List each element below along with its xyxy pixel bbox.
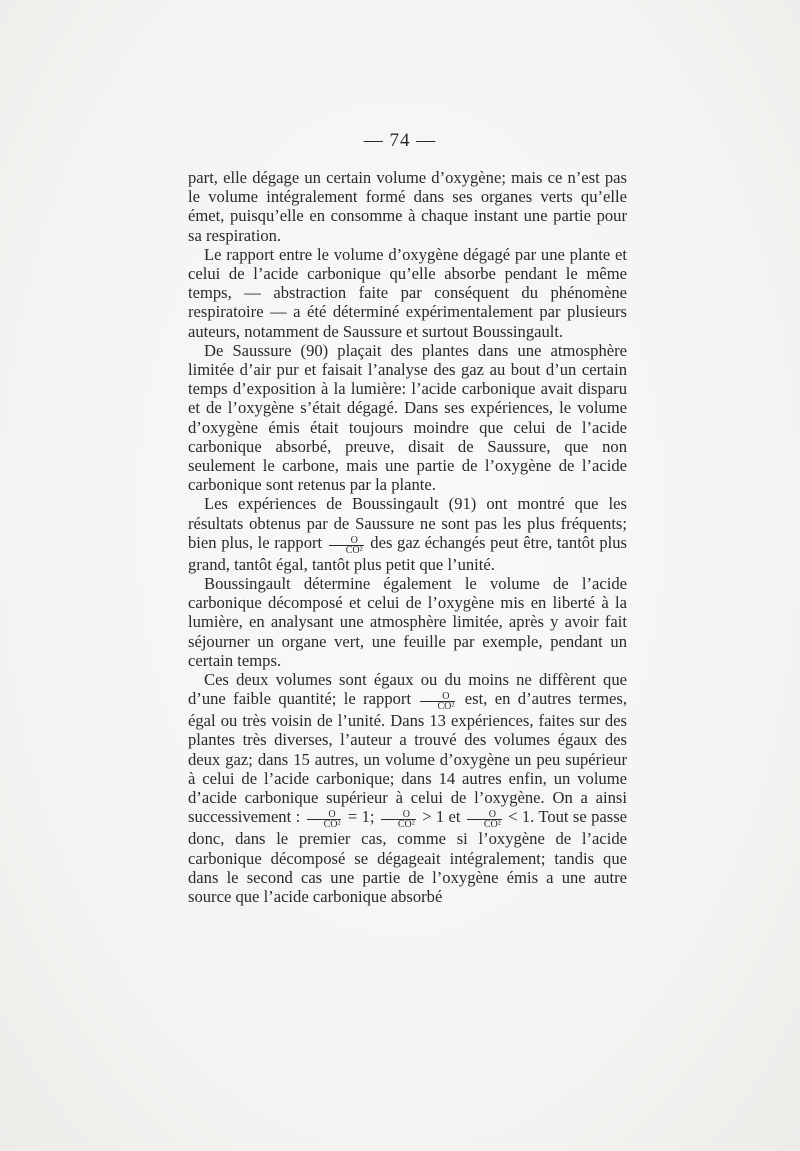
paragraph-6-text-e: < 1. Tout se passe donc, dans le premier cas, comme si l’oxygène de l’acide carbonique décomposé se dégageait intégralement; tandis que dans le second cas une partie de l’oxygène émis a une autre source que l’acide carbonique absorbé (188, 807, 628, 906)
body-text (188, 168, 627, 906)
fraction-numerator: O (420, 692, 455, 702)
paragraph-6-text-d: > 1 et (422, 807, 461, 827)
fraction-denominator: CO² (437, 701, 455, 713)
fraction-denominator: CO² (397, 819, 415, 831)
fraction-o-over-co2 (381, 810, 416, 829)
paragraph-1: part, elle dégage un certain volume d’oxygène; mais ce n’est pas le volume intégralement formé dans ses organes verts qu’elle émet, puisqu’elle en consomme à chaque instant une partie pour sa respiration. (188, 168, 627, 245)
fraction-denominator: CO² (323, 819, 341, 831)
paragraph-4 (188, 494, 627, 574)
fraction-o-over-co2 (329, 536, 364, 555)
page-number: — 74 — (363, 130, 437, 151)
fraction-denominator: CO² (483, 819, 501, 831)
paragraph-2: Le rapport entre le volume d’oxygène dégagé par une plante et celui de l’acide carbonique qu’elle absorbe pendant le même temps, — abstraction faite par conséquent du phénomène respiratoire — a été déterminé expérimentalement par plusieurs auteurs, notamment de Saussure et surtout Boussingault. (188, 244, 627, 341)
paragraph-6-text-c: = 1; (347, 807, 375, 827)
fraction-numerator: O (467, 810, 502, 820)
paragraph-5: Boussingault détermine également le volume de l’acide carbonique décomposé et celui de l’oxygène mis en liberté à la lumière, en analysant une atmosphère limitée, après y avoir fait séjourner un organe vert, une feuille par exemple, pendant un certain temps. (188, 574, 627, 670)
fraction-o-over-co2 (467, 810, 502, 829)
fraction-numerator: O (307, 810, 342, 820)
fraction-o-over-co2 (420, 692, 455, 711)
fraction-denominator: CO² (345, 544, 363, 556)
fraction-numerator: O (329, 536, 364, 546)
fraction-o-over-co2 (307, 810, 342, 829)
paragraph-4-text-b: des gaz échangés peut être, tantôt plus grand, tantôt égal, tantôt plus petit que l’unité. (188, 532, 627, 574)
paragraph-6-text-b: est, en d’autres termes, égal ou très voisin de l’unité. Dans 13 expériences, faites sur des plantes très diverses, l’auteur a trouvé des volumes égaux des deux gaz; dans 15 autres, un volume d’oxygène un peu supérieur à celui de l’acide carbonique; dans 14 autres enfin, un volume d’acide carbonique supérieur à celui de l’oxygène. On a ainsi successivement : (188, 689, 627, 827)
paragraph-4-text-a: Les expériences de Boussingault (91) ont montré que les résultats obtenus par de Saussure ne sont pas les plus fréquents; bien plus, le rapport (188, 494, 627, 552)
paragraph-3: De Saussure (90) plaçait des plantes dans une atmosphère limitée d’air pur et faisait l’analyse des gaz au bout d’un certain temps d’exposition à la lumière: l’acide carbonique avait disparu et de l’oxygène s’était dégagé. Dans ses expériences, le volume d’oxygène émis était toujours moindre que celui de l’acide carbonique absorbé, preuve, disait de Saussure, que non seulement le carbone, mais une partie de l’oxygène de l’acide carbonique sont retenus par la plante. (188, 340, 627, 495)
paragraph-6-text-a: Ces deux volumes sont égaux ou du moins ne diffèrent que d’une faible quantité; le rapport (188, 670, 627, 709)
paragraph-6 (188, 670, 627, 906)
fraction-numerator: O (381, 810, 416, 820)
